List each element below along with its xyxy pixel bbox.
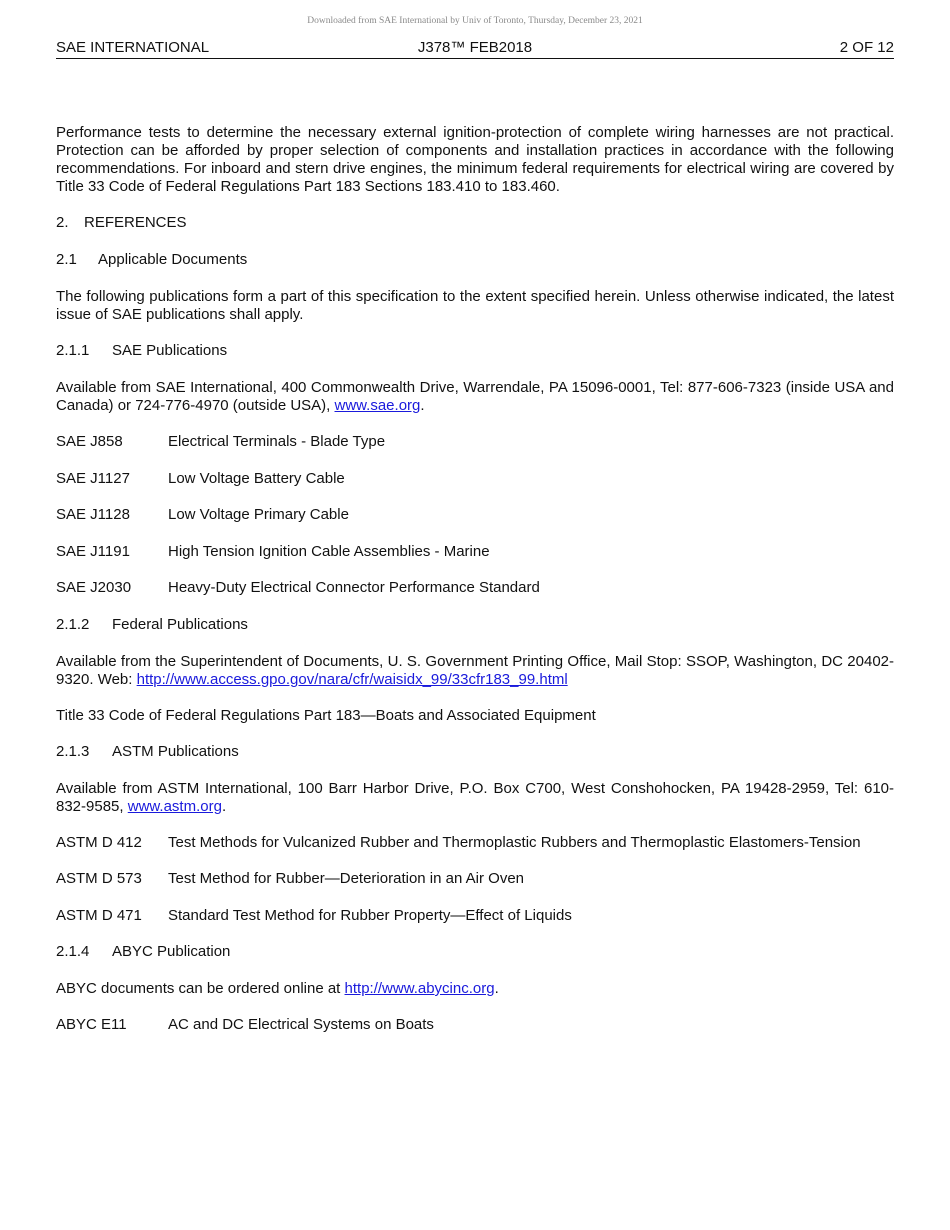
reference-item <box>56 1016 894 1034</box>
reference-item <box>56 870 894 888</box>
federal-availability-paragraph <box>56 653 894 689</box>
section-2-1-3-heading <box>56 743 894 761</box>
punctuation: . <box>494 980 499 997</box>
section-number: 2. <box>56 214 69 231</box>
section-number: 2.1.1 <box>56 342 90 359</box>
reference-item <box>56 907 894 925</box>
section-title: ASTM Publications <box>112 742 239 760</box>
abyc-website-link[interactable]: http://www.abycinc.org <box>344 980 495 997</box>
reference-title: Low Voltage Battery Cable <box>168 469 345 487</box>
abyc-reference-list <box>56 1016 894 1034</box>
reference-title: High Tension Ignition Cable Assemblies - Marine <box>168 542 490 560</box>
abyc-availability-paragraph <box>56 980 894 998</box>
availability-text: ABYC documents can be ordered online at <box>56 980 345 997</box>
reference-item <box>56 470 894 488</box>
sae-reference-list <box>56 433 894 597</box>
reference-code: SAE J1127 <box>56 469 130 487</box>
reference-item <box>56 433 894 451</box>
punctuation: . <box>420 397 425 414</box>
intro-paragraph: Performance tests to determine the necessary external ignition-protection of complete wiring harnesses are not practical. Protection can be afforded by proper selection of components and installation practices in accordance with the following recommendations. For inboard and stern drive engines, the minimum federal requirements for electrical wiring are covered by Title 33 Code of Federal Regulations Part 183 Sections 183.410 to 183.460. <box>56 124 894 195</box>
document-body <box>56 124 894 1053</box>
section-number: 2.1 <box>56 251 77 268</box>
reference-code: SAE J1191 <box>56 542 130 560</box>
section-2-1-paragraph: The following publications form a part of this specification to the extent specified herein. Unless otherwise indicated, the latest issue of SAE publications shall apply. <box>56 288 894 323</box>
section-title: SAE Publications <box>112 342 228 359</box>
header-organization: SAE INTERNATIONAL <box>56 39 210 56</box>
reference-title: Standard Test Method for Rubber Property—Effect of Liquids <box>168 906 572 924</box>
availability-text: Available from SAE International, 400 Commonwealth Drive, Warrendale, PA 15096-0001, Tel: 877-606-7323 (inside USA and Canada) or 724-776-4970 (outside USA), <box>56 379 894 414</box>
reference-code: SAE J1128 <box>56 506 130 523</box>
reference-code: ASTM D 573 <box>56 870 142 887</box>
reference-title: Test Methods for Vulcanized Rubber and Thermoplastic Rubbers and Thermoplastic Elastomers-Tension <box>168 833 861 851</box>
reference-title: Electrical Terminals - Blade Type <box>168 433 386 450</box>
gpo-cfr-link[interactable]: http://www.access.gpo.gov/nara/cfr/waisidx_99/33cfr183_99.html <box>136 670 568 688</box>
astm-availability-paragraph <box>56 780 894 816</box>
sae-availability-paragraph <box>56 379 894 415</box>
section-title: Federal Publications <box>112 615 248 633</box>
availability-text: Available from ASTM International, 100 Barr Harbor Drive, P.O. Box C700, West Conshohocken, PA 19428-2959, Tel: 610-832-9585, <box>56 779 894 815</box>
punctuation: . <box>221 797 227 815</box>
section-number: 2.1.4 <box>56 943 90 960</box>
section-2-1-heading <box>56 251 894 269</box>
reference-title: Test Method for Rubber—Deterioration in an Air Oven <box>168 870 525 887</box>
section-2-1-1-heading <box>56 342 894 360</box>
page-header <box>56 38 894 59</box>
sae-website-link[interactable]: www.sae.org <box>334 397 421 414</box>
astm-reference-list <box>56 834 894 925</box>
header-document-id: J378™ FEB2018 <box>417 39 533 56</box>
reference-title: Heavy-Duty Electrical Connector Performance Standard <box>168 579 540 596</box>
header-page-number: 2 OF 12 <box>839 39 894 56</box>
reference-item <box>56 834 894 852</box>
reference-title: Low Voltage Primary Cable <box>168 506 349 523</box>
section-2-heading <box>56 214 894 232</box>
section-title: ABYC Publication <box>112 943 231 960</box>
availability-text: Available from the Superintendent of Documents, U. S. Government Printing Office, Mail Stop: SSOP, Washington, DC 20402-9320. Web: <box>56 652 894 688</box>
section-number: 2.1.2 <box>56 615 90 633</box>
reference-item <box>56 506 894 524</box>
section-title: REFERENCES <box>84 214 187 231</box>
download-watermark: Downloaded from SAE International by Univ of Toronto, Thursday, December 23, 2021 <box>307 16 643 26</box>
reference-title: AC and DC Electrical Systems on Boats <box>168 1016 434 1033</box>
section-title: Applicable Documents <box>98 251 248 268</box>
section-2-1-2-heading <box>56 616 894 634</box>
reference-code: ASTM D 412 <box>56 833 142 851</box>
section-2-1-4-heading <box>56 943 894 961</box>
reference-code: ASTM D 471 <box>56 906 142 924</box>
astm-website-link[interactable]: www.astm.org <box>127 797 222 815</box>
reference-item <box>56 579 894 597</box>
section-number: 2.1.3 <box>56 742 90 760</box>
reference-code: SAE J858 <box>56 433 123 450</box>
reference-code: ABYC E11 <box>56 1016 127 1033</box>
reference-item <box>56 543 894 561</box>
federal-reference: Title 33 Code of Federal Regulations Part 183—Boats and Associated Equipment <box>56 706 596 724</box>
reference-code: SAE J2030 <box>56 579 132 596</box>
